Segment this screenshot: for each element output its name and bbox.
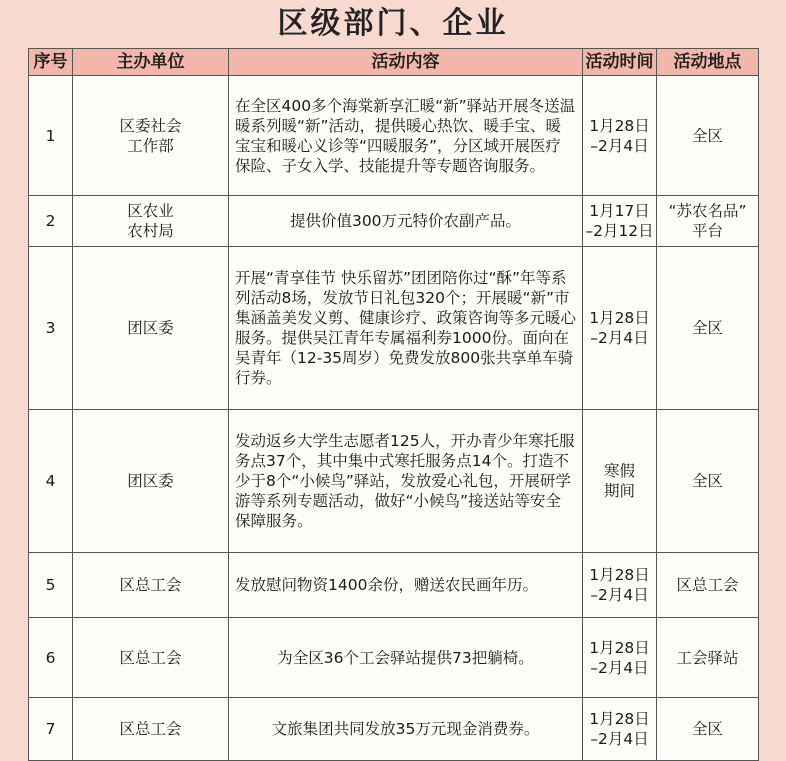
row-location: “苏农名品” 平台 (657, 196, 759, 247)
table-row (29, 247, 759, 410)
row-time: 寒假 期间 (583, 410, 657, 553)
page-title: 区级部门、企业 (277, 6, 509, 41)
row-index: 2 (29, 196, 73, 247)
row-organizer: 区总工会 (73, 698, 229, 761)
row-location: 全区 (657, 247, 759, 410)
row-organizer: 区委社会 工作部 (73, 76, 229, 196)
row-organizer: 区总工会 (73, 553, 229, 618)
table-row (29, 618, 759, 698)
row-location: 区总工会 (657, 553, 759, 618)
row-index: 1 (29, 76, 73, 196)
row-index: 6 (29, 618, 73, 698)
row-location: 工会驿站 (657, 618, 759, 698)
header-content: 活动内容 (229, 49, 583, 76)
row-location: 全区 (657, 698, 759, 761)
row-time: 1月28日 –2月4日 (583, 553, 657, 618)
row-index: 4 (29, 410, 73, 553)
row-content: 文旅集团共同发放35万元现金消费券。 (229, 698, 583, 761)
row-organizer: 区总工会 (73, 618, 229, 698)
row-index: 7 (29, 698, 73, 761)
header-index: 序号 (29, 49, 73, 76)
row-organizer: 团区委 (73, 247, 229, 410)
table-row (29, 196, 759, 247)
row-content: 发放慰问物资1400余份，赠送农民画年历。 (229, 553, 583, 618)
row-time: 1月17日 –2月12日 (583, 196, 657, 247)
table-row (29, 698, 759, 761)
row-content: 在全区400多个海棠新享汇暖“新”驿站开展冬送温暖系列暖“新”活动，提供暖心热饮、暖手宝、暖宝宝和暖心义诊等“四暖服务”，分区域开展医疗保险、子女入学、技能提升等专题咨询服务。 (229, 76, 583, 196)
row-content: 发动返乡大学生志愿者125人，开办青少年寒托服务点37个，其中集中式寒托服务点14个。打造不少于8个“小候鸟”驿站，发放爱心礼包，开展研学游等系列专题活动，做好“小候鸟”接送站等安全保障服务。 (229, 410, 583, 553)
row-organizer: 团区委 (73, 410, 229, 553)
row-content: 为全区36个工会驿站提供73把躺椅。 (229, 618, 583, 698)
table-row (29, 410, 759, 553)
row-time: 1月28日 –2月4日 (583, 698, 657, 761)
table-row (29, 76, 759, 196)
row-location: 全区 (657, 76, 759, 196)
row-location: 全区 (657, 410, 759, 553)
row-content: 开展“青享佳节 快乐留苏”团团陪你过“酥”年等系列活动8场，发放节日礼包320个；开展暖“新”市集涵盖美发义剪、健康诊疗、政策咨询等多元暖心服务。提供吴江青年专属福利券1000份。面向在吴青年（12-35周岁）免费发放800张共享单车骑行券。 (229, 247, 583, 410)
row-content: 提供价值300万元特价农副产品。 (229, 196, 583, 247)
row-organizer: 区农业 农村局 (73, 196, 229, 247)
row-time: 1月28日 –2月4日 (583, 76, 657, 196)
row-index: 5 (29, 553, 73, 618)
header-time: 活动时间 (583, 49, 657, 76)
header-location: 活动地点 (657, 49, 759, 76)
row-index: 3 (29, 247, 73, 410)
row-time: 1月28日 –2月4日 (583, 247, 657, 410)
table-row (29, 553, 759, 618)
table-header-row (29, 49, 759, 76)
activity-table (28, 48, 759, 761)
header-organizer: 主办单位 (73, 49, 229, 76)
row-time: 1月28日 –2月4日 (583, 618, 657, 698)
